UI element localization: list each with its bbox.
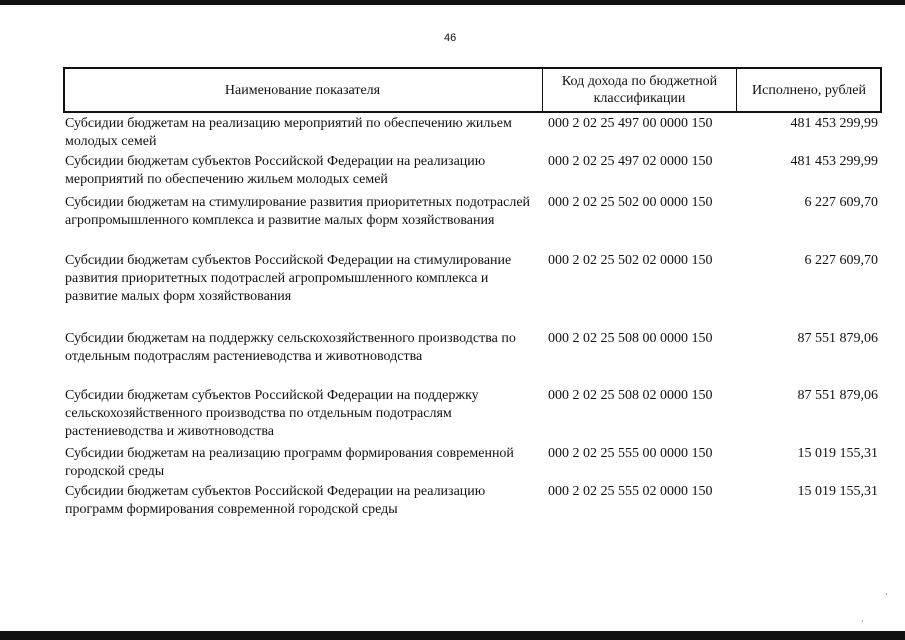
- row-amount: 15 019 155,31: [797, 446, 878, 461]
- scan-border-top: [0, 0, 905, 5]
- row-amount: 481 453 299,99: [790, 116, 878, 131]
- row-code: 000 2 02 25 508 02 0000 150: [548, 388, 713, 403]
- scan-speck: ·: [885, 590, 888, 599]
- row-name: Субсидии бюджетам на реализацию мероприятий по обеспечению жильем молодых семей: [65, 116, 512, 149]
- row-code: 000 2 02 25 555 00 0000 150: [548, 446, 713, 461]
- scan-speck: ·: [861, 617, 864, 626]
- row-name: Субсидии бюджетам субъектов Российской Федерации на стимулирование развития приоритетных подотраслей агропромышленного комплекса и развитие малых форм хозяйствования: [65, 253, 512, 304]
- header-name: Наименование показателя: [224, 82, 381, 98]
- row-amount: 87 551 879,06: [797, 331, 878, 346]
- row-amount: 15 019 155,31: [797, 484, 878, 499]
- row-amount: 481 453 299,99: [790, 154, 878, 169]
- row-code: 000 2 02 25 497 02 0000 150: [548, 154, 713, 169]
- row-name: Субсидии бюджетам субъектов Российской Федерации на поддержку сельскохозяйственного производства по отдельным подотраслям растениеводства и животноводства: [65, 388, 479, 439]
- row-amount: 6 227 609,70: [804, 253, 878, 268]
- row-name: Субсидии бюджетам субъектов Российской Федерации на реализацию программ формирования современной городской среды: [65, 484, 486, 517]
- row-code: 000 2 02 25 555 02 0000 150: [548, 484, 713, 499]
- row-name: Субсидии бюджетам субъектов Российской Федерации на реализацию мероприятий по обеспечению жильем молодых семей: [65, 154, 486, 187]
- scan-border-bottom: [0, 631, 905, 640]
- table-header: [63, 67, 882, 113]
- row-name: Субсидии бюджетам на стимулирование развития приоритетных подотраслей агропромышленного комплекса и развитие малых форм хозяйствования: [65, 195, 531, 228]
- row-name: Субсидии бюджетам на поддержку сельскохозяйственного производства по отдельным подотраслям растениеводства и животноводства: [65, 331, 516, 364]
- header-amount: Исполнено, рублей: [736, 69, 881, 111]
- header-code: Код дохода по бюджетной классификации: [542, 69, 736, 111]
- row-code: 000 2 02 25 497 00 0000 150: [548, 116, 713, 131]
- row-code: 000 2 02 25 502 00 0000 150: [548, 195, 713, 210]
- row-name: Субсидии бюджетам на реализацию программ формирования современной городской среды: [65, 446, 514, 479]
- row-amount: 87 551 879,06: [797, 388, 878, 403]
- row-amount: 6 227 609,70: [804, 195, 878, 210]
- row-code: 000 2 02 25 508 00 0000 150: [548, 331, 713, 346]
- page-number: 46: [444, 32, 457, 44]
- row-code: 000 2 02 25 502 02 0000 150: [548, 253, 713, 268]
